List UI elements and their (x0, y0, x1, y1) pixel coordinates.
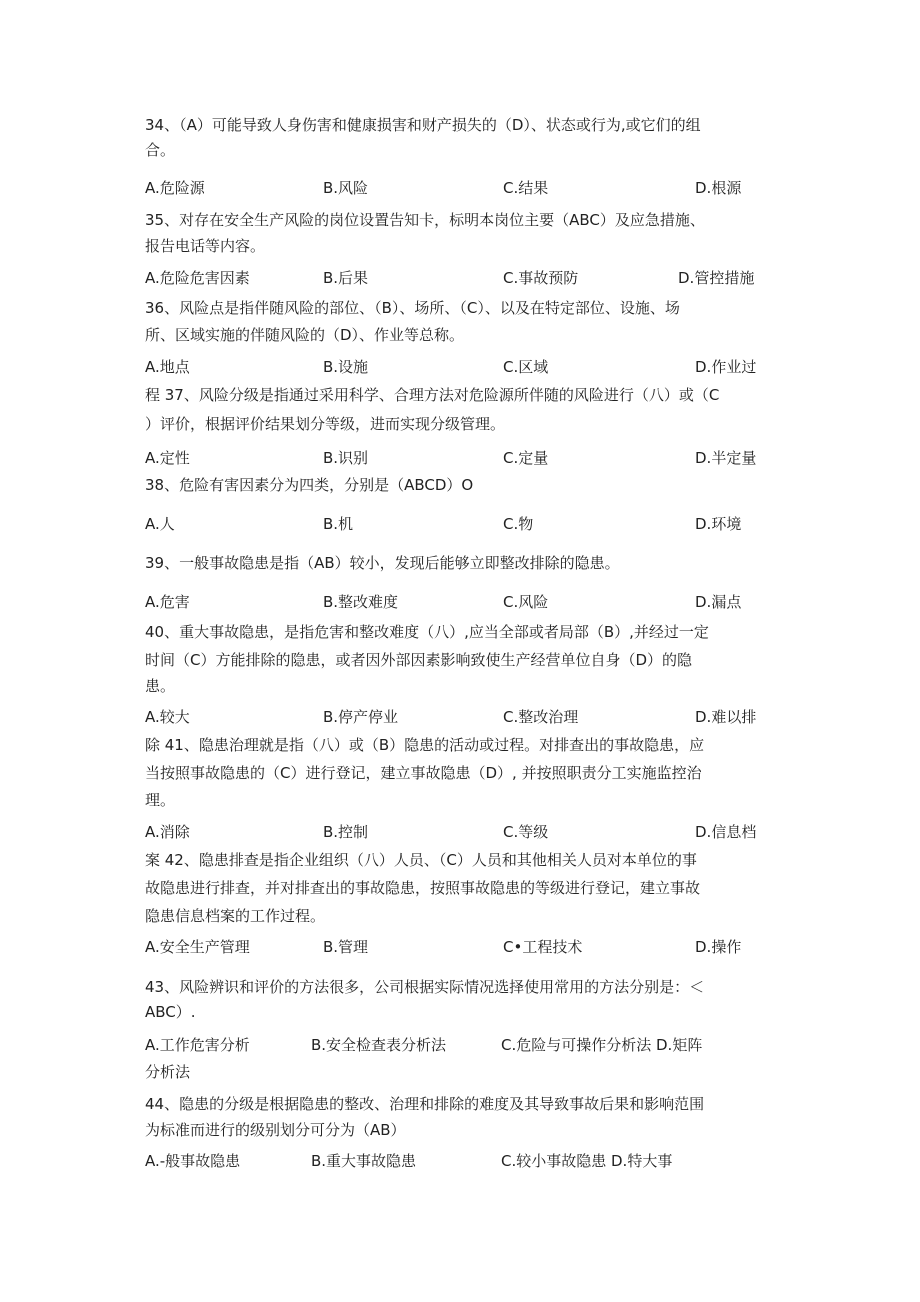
question-34-line-1: 34、（A）可能导致人身伤害和健康损害和财产损失的（D）、状态或行为,或它们的组 (145, 116, 701, 134)
q36-option-b: B.设施 (323, 358, 369, 376)
q35-option-a: A.危险危害因素 (145, 269, 250, 287)
q34-option-b: B.风险 (323, 179, 369, 197)
q43-option-b: B.安全检查表分析法 (311, 1036, 447, 1054)
q41-option-a: A.消除 (145, 823, 190, 841)
question-35-line-1: 35、对存在安全生产风险的岗位设置告知卡，标明本岗位主要（ABC）及应急措施、 (145, 211, 705, 229)
question-40-line-1: 40、重大事故隐患，是指危害和整改难度（八）,应当全部或者局部（B）,并经过一定 (145, 623, 709, 641)
q40-option-c: C.整改治理 (503, 708, 579, 726)
q38-option-a: A.人 (145, 515, 175, 533)
q37-option-a: A.定性 (145, 449, 190, 467)
q36-option-a: A.地点 (145, 358, 190, 376)
q42-option-c: C•工程技术 (503, 938, 583, 956)
q35-option-b: B.后果 (323, 269, 369, 287)
q39-option-a: A.危害 (145, 593, 190, 611)
question-43-line-2: ABC）. (145, 1003, 196, 1021)
q44-option-a: A.-般事故隐患 (145, 1152, 241, 1170)
question-43-line-1: 43、风险辨识和评价的方法很多，公司根据实际情况选择使用常用的方法分别是：＜ (145, 978, 705, 996)
question-36-line-1: 36、风险点是指伴随风险的部位、（B）、场所、（C）、以及在特定部位、设施、场 (145, 299, 680, 317)
question-39-line-1: 39、一般事故隐患是指（AB）较小，发现后能够立即整改排除的隐患。 (145, 554, 620, 572)
q39-option-b: B.整改难度 (323, 593, 399, 611)
question-43-option-d-continuation: 分析法 (145, 1063, 191, 1081)
q39-option-d: D.漏点 (695, 593, 742, 611)
q41-option-c: C.等级 (503, 823, 549, 841)
q35-option-d: D.管控措施 (678, 269, 755, 287)
q38-option-b: B.机 (323, 515, 354, 533)
question-41-line-2: 当按照事故隐患的（C）进行登记，建立事故隐患（D）, 并按照职责分工实施监控治 (145, 764, 702, 782)
question-41-line-1: 除 41、隐患治理就是指（八）或（B）隐患的活动或过程。对排查出的事故隐患，应 (145, 736, 705, 754)
q36-option-c: C.区域 (503, 358, 549, 376)
question-34-line-2: 合。 (145, 141, 176, 159)
q34-option-a: A.危险源 (145, 179, 205, 197)
question-40-line-3: 患。 (145, 677, 176, 695)
q37-option-b: B.识别 (323, 449, 369, 467)
q38-option-c: C.物 (503, 515, 534, 533)
q34-option-d: D.根源 (695, 179, 742, 197)
question-35-line-2: 报告电话等内容。 (145, 237, 266, 255)
question-42-line-3: 隐患信息档案的工作过程。 (145, 907, 326, 925)
question-40-line-2: 时间（C）方能排除的隐患，或者因外部因素影响致使生产经营单位自身（D）的隐 (145, 651, 693, 669)
question-41-line-3: 理。 (145, 791, 176, 809)
q42-option-d: D.操作 (695, 938, 742, 956)
q42-option-b: B.管理 (323, 938, 369, 956)
q37-option-c: C.定量 (503, 449, 549, 467)
question-38-line-1: 38、危险有害因素分为四类，分别是（ABCD）O (145, 476, 474, 494)
q41-option-b: B.控制 (323, 823, 369, 841)
question-44-line-1: 44、隐患的分级是根据隐患的整改、治理和排除的难度及其导致事故后果和影响范围 (145, 1095, 705, 1113)
q35-option-c: C.事故预防 (503, 269, 579, 287)
q44-option-c-d: C.较小事故隐患 D.特大事 (501, 1152, 673, 1170)
q41-option-d: D.信息档 (695, 823, 757, 841)
question-42-line-1: 案 42、隐患排查是指企业组织（八）人员、（C）人员和其他相关人员对本单位的事 (145, 851, 697, 869)
q40-option-d: D.难以排 (695, 708, 757, 726)
q39-option-c: C.风险 (503, 593, 549, 611)
q40-option-a: A.较大 (145, 708, 190, 726)
q43-option-a: A.工作危害分析 (145, 1036, 250, 1054)
question-36-line-2: 所、区域实施的伴随风险的（D）、作业等总称。 (145, 326, 465, 344)
q37-option-d: D.半定量 (695, 449, 757, 467)
q36-option-d: D.作业过 (695, 358, 757, 376)
question-37-line-1: 程 37、风险分级是指通过采用科学、合理方法对危险源所伴随的风险进行（八）或（C (145, 386, 720, 404)
question-44-line-2: 为标准而进行的级别划分可分为（AB） (145, 1121, 406, 1139)
q38-option-d: D.环境 (695, 515, 742, 533)
question-37-line-2: ）评价，根据评价结果划分等级，进而实现分级管理。 (145, 415, 506, 433)
question-42-line-2: 故隐患进行排查，并对排查出的事故隐患，按照事故隐患的等级进行登记，建立事故 (145, 879, 701, 897)
q40-option-b: B.停产停业 (323, 708, 399, 726)
q43-option-c-d: C.危险与可操作分析法 D.矩阵 (501, 1036, 703, 1054)
q44-option-b: B.重大事故隐患 (311, 1152, 417, 1170)
q42-option-a: A.安全生产管理 (145, 938, 250, 956)
q34-option-c: C.结果 (503, 179, 549, 197)
